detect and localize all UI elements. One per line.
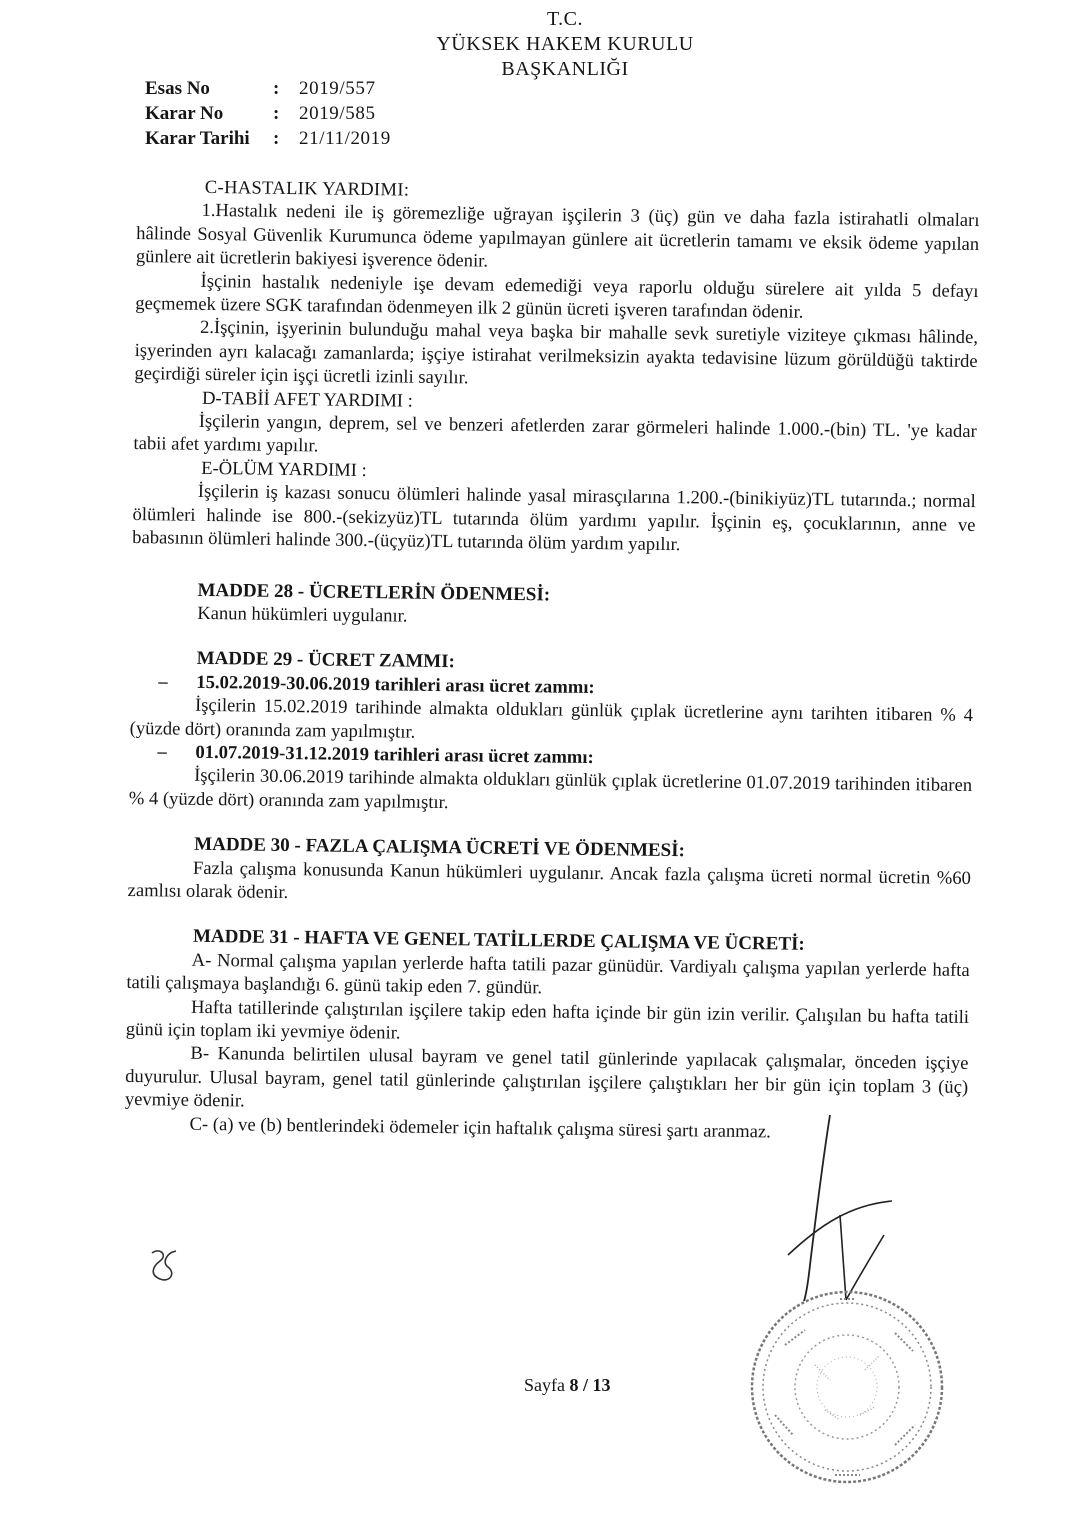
paragraph: 1.Hastalık nedeni ile iş göremezliğe uğrayan işçilerin 3 (üç) gün ve daha fazla istirahatli olmaları hâlinde Sosyal Güvenlik Kurumunca ödeme yapılmayan günlere ait ücretlerin tamamı ve eksik ödeme yapılan günlere ait ücretlerin bakiyesi işverence ödenir. bbox=[135, 200, 980, 272]
handwritten-signature bbox=[780, 1105, 900, 1305]
meta-row-tarih bbox=[145, 126, 391, 151]
meta-row-esas bbox=[145, 76, 391, 101]
dash-bullet: – bbox=[158, 671, 168, 693]
paragraph: C- (a) ve (b) bentlerindeki ödemeler için haftalık çalışma süresi şartı aranmaz. bbox=[189, 1113, 771, 1143]
article-28-title: MADDE 28 - ÜCRETLERİN ÖDENMESİ: bbox=[197, 579, 551, 605]
section-title-disaster: D-TABİİ AFET YARDIMI : bbox=[201, 387, 414, 412]
article-29-title: MADDE 29 - ÜCRET ZAMMI: bbox=[196, 648, 456, 673]
paragraph: Hafta tatillerinde çalıştırılan işçilere takip eden hafta içinde bir gün izin verilir. Çalışılan bu hafta tatili günü için toplam iki yevmiye ödenir. bbox=[125, 996, 970, 1044]
meta-value: 2019/585 bbox=[299, 103, 376, 124]
subheading-text: 15.02.2019-30.06.2019 tarihleri arası ücret zammı: bbox=[196, 671, 595, 698]
paragraph: İşçinin hastalık nedeniyle işe devam edemediği veya raporlu olduğu sürelere ait yılda 5 defayı geçmemek üzere SGK tarafından ödenmeyen ilk 2 günün ücreti işveren tarafından ödenir. bbox=[135, 270, 979, 323]
official-seal-stamp bbox=[745, 1285, 950, 1490]
section-title-death: E-ÖLÜM YARDIMI : bbox=[201, 457, 367, 481]
paragraph: 2.İşçinin, işyerinin bulunduğu mahal veya başka bir mahalle sevk suretiyle viziteye çıkması hâlinde, işyerinden ayrı kalacağı zamanlarda; işçiye istirahat verilmeksizin ayakta tedavisine lüzum görüldüğü taktirde geçirdiği süreler için işçi ücretli izinli sayılır. bbox=[134, 317, 979, 389]
header-tc: T.C. bbox=[546, 8, 584, 30]
meta-label: Karar No bbox=[145, 103, 224, 124]
paragraph: Fazla çalışma konusunda Kanun hükümleri uygulanır. Ancak fazla çalışma ücreti normal ücretin %60 zamlısı olarak ödenir. bbox=[127, 857, 972, 904]
paragraph: İşçilerin 30.06.2019 tarihinde almakta oldukları günlük çıplak ücretlerine 01.07.2019 tarihinden itibaren % 4 (yüzde dört) oranında zam yapılmıştır. bbox=[128, 765, 973, 813]
case-metadata bbox=[145, 76, 391, 151]
paragraph: B- Kanunda belirtilen ulusal bayram ve genel tatil günlerinde yapılacak çalışmalar, önceden işçiye duyurulur. Ulusal bayram, genel tatil günlerinde çalıştırılan işçilere çalıştıkları her bir gün için toplam 3 (üç) yevmiye ödenir. bbox=[124, 1043, 969, 1112]
meta-row-karar bbox=[145, 101, 391, 126]
meta-value: 21/11/2019 bbox=[299, 128, 391, 149]
subheading-text: 01.07.2019-31.12.2019 tarihleri arası ücret zammı: bbox=[195, 741, 594, 768]
paragraph: İşçilerin yangın, deprem, sel ve benzeri afetlerden zarar görmeleri halinde 1.000.-(bin) TL. 'ye kadar tabii afet yardımı yapılır. bbox=[133, 410, 977, 457]
paragraph: A- Normal çalışma yapılan yerlerde hafta tatili pazar günüdür. Vardiyalı çalışma yapılan yerlerde hafta tatili çalışmaya başlandığı 6. günü takip eden 7. gündür. bbox=[126, 949, 970, 999]
page-number-footer bbox=[524, 1375, 611, 1396]
section-title-illness: C-HASTALIK YARDIMI: bbox=[204, 176, 410, 201]
meta-value: 2019/557 bbox=[299, 78, 376, 99]
meta-label: Karar Tarihi bbox=[145, 128, 250, 149]
paragraph: Kanun hükümleri uygulanır. bbox=[197, 602, 408, 627]
page-number: 8 / 13 bbox=[569, 1375, 611, 1395]
paragraph: İşçilerin 15.02.2019 tarihinde almakta oldukları günlük çıplak ücretlerine aynı tarihten itibaren % 4 (yüzde dört) oranında zam yapılmıştır. bbox=[129, 694, 974, 743]
article-31-title: MADDE 31 - HAFTA VE GENEL TATİLLERDE ÇALIŞMA VE ÜCRETİ: bbox=[192, 926, 805, 956]
meta-label: Esas No bbox=[145, 78, 210, 99]
meta-separator: : bbox=[273, 78, 280, 99]
article-30-title: MADDE 30 - FAZLA ÇALIŞMA ÜCRETİ VE ÖDENMESİ: bbox=[194, 833, 686, 862]
header-institution: YÜKSEK HAKEM KURULU bbox=[436, 33, 694, 55]
meta-separator: : bbox=[273, 103, 280, 124]
dash-bullet: – bbox=[157, 741, 167, 763]
page-prefix: Sayfa bbox=[524, 1375, 565, 1395]
paragraph: İşçilerin iş kazası sonucu ölümleri halinde yasal mirasçılarına 1.200.-(binikiyüz)TL tutarında.; normal ölümleri halinde ise 800.-(sekizyüz)TL tutarında ölüm yardımı yapılır. İşçinin eş, çocuklarının, anne ve babasının ölümleri halinde 300.-(üçyüz)TL tutarında ölüm yardım yapılır. bbox=[132, 481, 976, 556]
handwritten-initial bbox=[146, 1245, 186, 1290]
header-presidency: BAŞKANLIĞI bbox=[501, 58, 629, 80]
meta-separator: : bbox=[273, 128, 280, 149]
document-body bbox=[124, 175, 979, 1146]
